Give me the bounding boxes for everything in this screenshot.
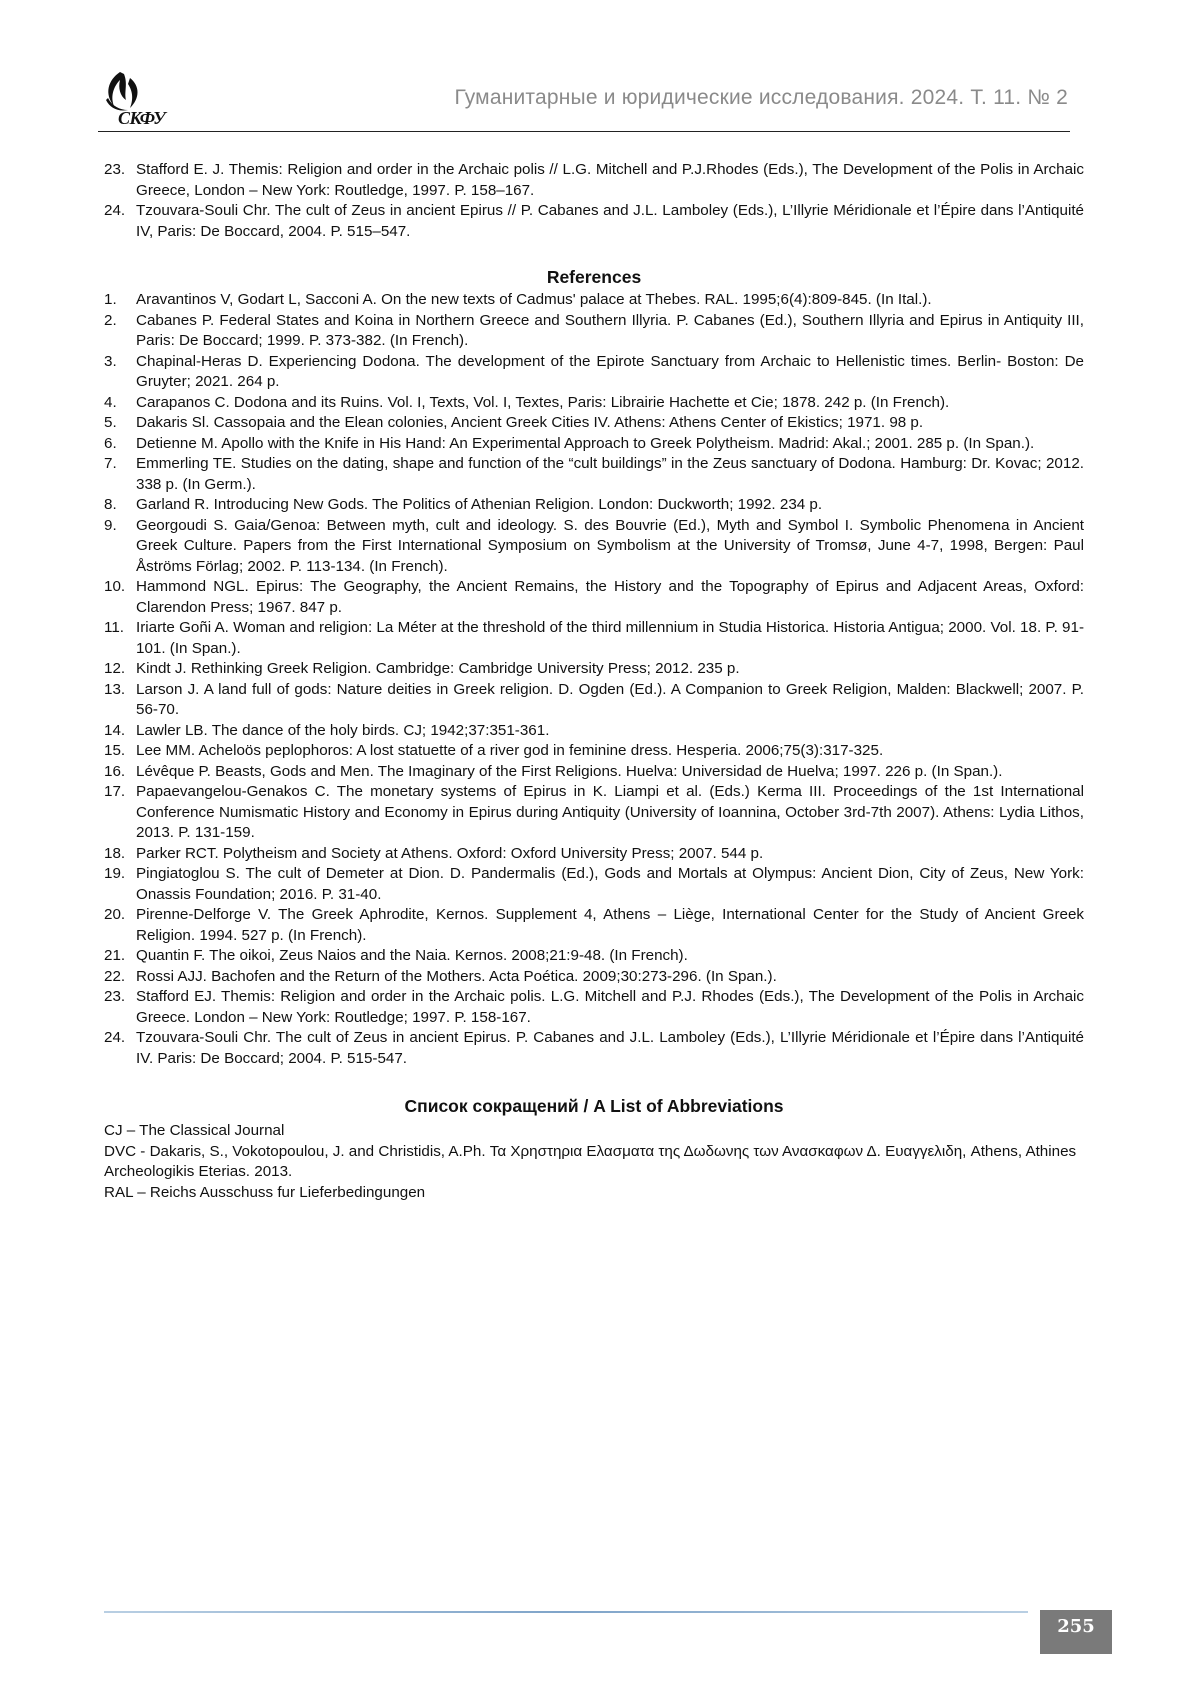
reference-item — [104, 352, 1084, 393]
reference-text: Lee MM. Acheloös peplophoros: A lost statuette of a river god in feminine dress. Hesperia. 2006;75(3):317-325. — [136, 742, 883, 759]
abbreviation-item: CJ – The Classical Journal — [104, 1121, 1084, 1142]
reference-text: Aravantinos V, Godart L, Sacconi A. On the new texts of Cadmus' palace at Thebes. RAL. 1995;6(4):809-845. (In Ital.). — [136, 291, 932, 308]
reference-item — [104, 844, 1084, 865]
reference-number: 10. — [104, 577, 132, 598]
reference-item — [104, 762, 1084, 783]
reference-number: 9. — [104, 516, 132, 537]
reference-item — [104, 967, 1084, 988]
reference-item — [104, 618, 1084, 659]
reference-number: 5. — [104, 413, 132, 434]
reference-item — [104, 290, 1084, 311]
page-content — [104, 160, 1084, 1203]
reference-number: 20. — [104, 905, 132, 926]
reference-number: 7. — [104, 454, 132, 475]
reference-number: 24. — [104, 1028, 132, 1049]
footer-divider — [104, 1611, 1028, 1613]
reference-text: Larson J. A land full of gods: Nature deities in Greek religion. D. Ogden (Ed.). A Companion to Greek Religion, Malden: Blackwell; 2007. P. 56-70. — [136, 681, 1084, 719]
reference-item — [104, 741, 1084, 762]
prior-reference-list — [104, 160, 1084, 242]
reference-text: Lévêque P. Beasts, Gods and Men. The Imaginary of the First Religions. Huelva: Universidad de Huelva; 1997. 226 p. (In Span.). — [136, 763, 1002, 780]
reference-text: Tzouvara-Souli Chr. The cult of Zeus in ancient Epirus // P. Cabanes and J.L. Lamboley (Eds.), L’Illyrie Méridionale et l’Épire dans l’Antiquité IV, Paris: De Boccard, 2004. P. 515–547. — [136, 202, 1084, 240]
reference-item — [104, 516, 1084, 578]
reference-text: Chapinal-Heras D. Experiencing Dodona. The development of the Epirote Sanctuary from Archaic to Hellenistic times. Berlin- Boston: De Gruyter; 2021. 264 p. — [136, 353, 1084, 391]
reference-item — [104, 201, 1084, 242]
reference-item — [104, 905, 1084, 946]
logo-text: СКФУ — [118, 108, 165, 129]
reference-text: Carapanos C. Dodona and its Ruins. Vol. I, Texts, Vol. I, Textes, Paris: Librairie Hachette et Cie; 1878. 242 p. (In French). — [136, 394, 949, 411]
reference-number: 6. — [104, 434, 132, 455]
reference-item — [104, 495, 1084, 516]
reference-text: Emmerling TE. Studies on the dating, shape and function of the “cult buildings” in the Zeus sanctuary of Dodona. Hamburg: Dr. Kovac; 2012. 338 p. (In Germ.). — [136, 455, 1084, 493]
abbreviations-heading: Список сокращений / A List of Abbreviations — [104, 1095, 1084, 1117]
reference-number: 19. — [104, 864, 132, 885]
reference-item — [104, 721, 1084, 742]
reference-item — [104, 454, 1084, 495]
header-divider — [98, 131, 1070, 132]
reference-number: 17. — [104, 782, 132, 803]
reference-item — [104, 680, 1084, 721]
reference-item — [104, 311, 1084, 352]
reference-number: 16. — [104, 762, 132, 783]
reference-number: 21. — [104, 946, 132, 967]
reference-number: 23. — [104, 987, 132, 1008]
page-number: 255 — [1040, 1610, 1112, 1654]
abbreviations-list — [104, 1121, 1084, 1203]
reference-text: Papaevangelou-Genakos C. The monetary systems of Epirus in K. Liampi et al. (Eds.) Kerma III. Proceedings of the 1st International Conference Numismatic History and Economy in Epirus during Antiquity (University of Ioannina, October 3rd-7th 2007). Athens: Lydia Lithos, 2013. P. 131-159. — [136, 783, 1084, 841]
reference-item — [104, 1028, 1084, 1069]
reference-number: 11. — [104, 618, 132, 639]
reference-number: 12. — [104, 659, 132, 680]
reference-text: Pirenne-Delforge V. The Greek Aphrodite, Kernos. Supplement 4, Athens – Liège, International Center for the Study of Ancient Greek Religion. 1994. 527 p. (In French). — [136, 906, 1084, 944]
reference-item — [104, 160, 1084, 201]
reference-item — [104, 782, 1084, 844]
reference-item — [104, 946, 1084, 967]
reference-text: Quantin F. The oikoi, Zeus Naios and the Naia. Kernos. 2008;21:9-48. (In French). — [136, 947, 688, 964]
reference-text: Stafford EJ. Themis: Religion and order in the Archaic polis. L.G. Mitchell and P.J. Rhodes (Eds.), The Development of the Polis in Archaic Greece. London – New York: Routledge; 1997. P. 158-167. — [136, 988, 1084, 1026]
reference-text: Rossi AJJ. Bachofen and the Return of the Mothers. Acta Poética. 2009;30:273-296. (In Span.). — [136, 968, 777, 985]
reference-number: 15. — [104, 741, 132, 762]
reference-number: 8. — [104, 495, 132, 516]
reference-text: Detienne M. Apollo with the Knife in His Hand: An Experimental Approach to Greek Polytheism. Madrid: Akal.; 2001. 285 p. (In Span.). — [136, 435, 1034, 452]
reference-number: 3. — [104, 352, 132, 373]
reference-number: 22. — [104, 967, 132, 988]
reference-item — [104, 864, 1084, 905]
reference-item — [104, 659, 1084, 680]
reference-text: Kindt J. Rethinking Greek Religion. Cambridge: Cambridge University Press; 2012. 235 p. — [136, 660, 740, 677]
references-heading: References — [104, 266, 1084, 288]
references-list — [104, 290, 1084, 1069]
reference-number: 4. — [104, 393, 132, 414]
reference-number: 23. — [104, 160, 132, 181]
abbreviation-item: RAL – Reichs Ausschuss fur Lieferbedingungen — [104, 1183, 1084, 1204]
reference-number: 18. — [104, 844, 132, 865]
reference-text: Parker RCT. Polytheism and Society at Athens. Oxford: Oxford University Press; 2007. 544 p. — [136, 845, 763, 862]
reference-text: Georgoudi S. Gaia/Genoa: Between myth, cult and ideology. S. des Bouvrie (Ed.), Myth and Symbol I. Symbolic Phenomena in Ancient Greek Culture. Papers from the First International Symposium on Symbolism at the University of Tromsø, June 4-7, 1998, Bergen: Paul Åströms Förlag; 2002. P. 113-134. (In French). — [136, 517, 1084, 575]
reference-number: 24. — [104, 201, 132, 222]
reference-number: 13. — [104, 680, 132, 701]
reference-item — [104, 413, 1084, 434]
university-logo — [98, 70, 178, 132]
reference-text: Dakaris Sl. Cassopaia and the Elean colonies, Ancient Greek Cities IV. Athens: Athens Center of Ekistics; 1971. 98 p. — [136, 414, 923, 431]
reference-item — [104, 577, 1084, 618]
reference-item — [104, 434, 1084, 455]
reference-text: Iriarte Goñi A. Woman and religion: La Méter at the threshold of the third millennium in Studia Historica. Historia Antigua; 2000. Vol. 18. P. 91-101. (In Span.). — [136, 619, 1084, 657]
reference-text: Cabanes P. Federal States and Koina in Northern Greece and Southern Illyria. P. Cabanes (Ed.), Southern Illyria and Epirus in Antiquity III, Paris: De Boccard; 1999. P. 373-382. (In French). — [136, 312, 1084, 350]
reference-text: Stafford E. J. Themis: Religion and order in the Archaic polis // L.G. Mitchell and P.J.Rhodes (Eds.), The Development of the Polis in Archaic Greece, London – New York: Routledge, 1997. P. 158–167. — [136, 161, 1084, 199]
journal-title: Гуманитарные и юридические исследования. 2024. Т. 11. № 2 — [455, 86, 1068, 110]
reference-text: Tzouvara-Souli Chr. The cult of Zeus in ancient Epirus. P. Cabanes and J.L. Lamboley (Eds.), L’Illyrie Méridionale et l’Épire dans l’Antiquité IV. Paris: De Boccard; 2004. P. 515-547. — [136, 1029, 1084, 1067]
reference-text: Garland R. Introducing New Gods. The Politics of Athenian Religion. London: Duckworth; 1992. 234 p. — [136, 496, 822, 513]
reference-number: 2. — [104, 311, 132, 332]
reference-text: Lawler LB. The dance of the holy birds. CJ; 1942;37:351-361. — [136, 722, 549, 739]
abbreviation-item: DVC - Dakaris, S., Vokotopoulou, J. and Christidis, A.Ph. Τα Χρηστηρια Ελασματα της Δωδωνης των Ανασκαφων Δ. Ευαγγελιδη, Athens, Athines Archeologikis Eterias. 2013. — [104, 1142, 1084, 1183]
reference-text: Pingiatoglou S. The cult of Demeter at Dion. D. Pandermalis (Ed.), Gods and Mortals at Olympus: Ancient Dion, City of Zeus, New York: Onassis Foundation; 2016. P. 31-40. — [136, 865, 1084, 903]
reference-number: 1. — [104, 290, 132, 311]
reference-number: 14. — [104, 721, 132, 742]
reference-item — [104, 393, 1084, 414]
page-header — [98, 66, 1070, 132]
reference-text: Hammond NGL. Epirus: The Geography, the Ancient Remains, the History and the Topography of Epirus and Adjacent Areas, Oxford: Clarendon Press; 1967. 847 p. — [136, 578, 1084, 616]
reference-item — [104, 987, 1084, 1028]
